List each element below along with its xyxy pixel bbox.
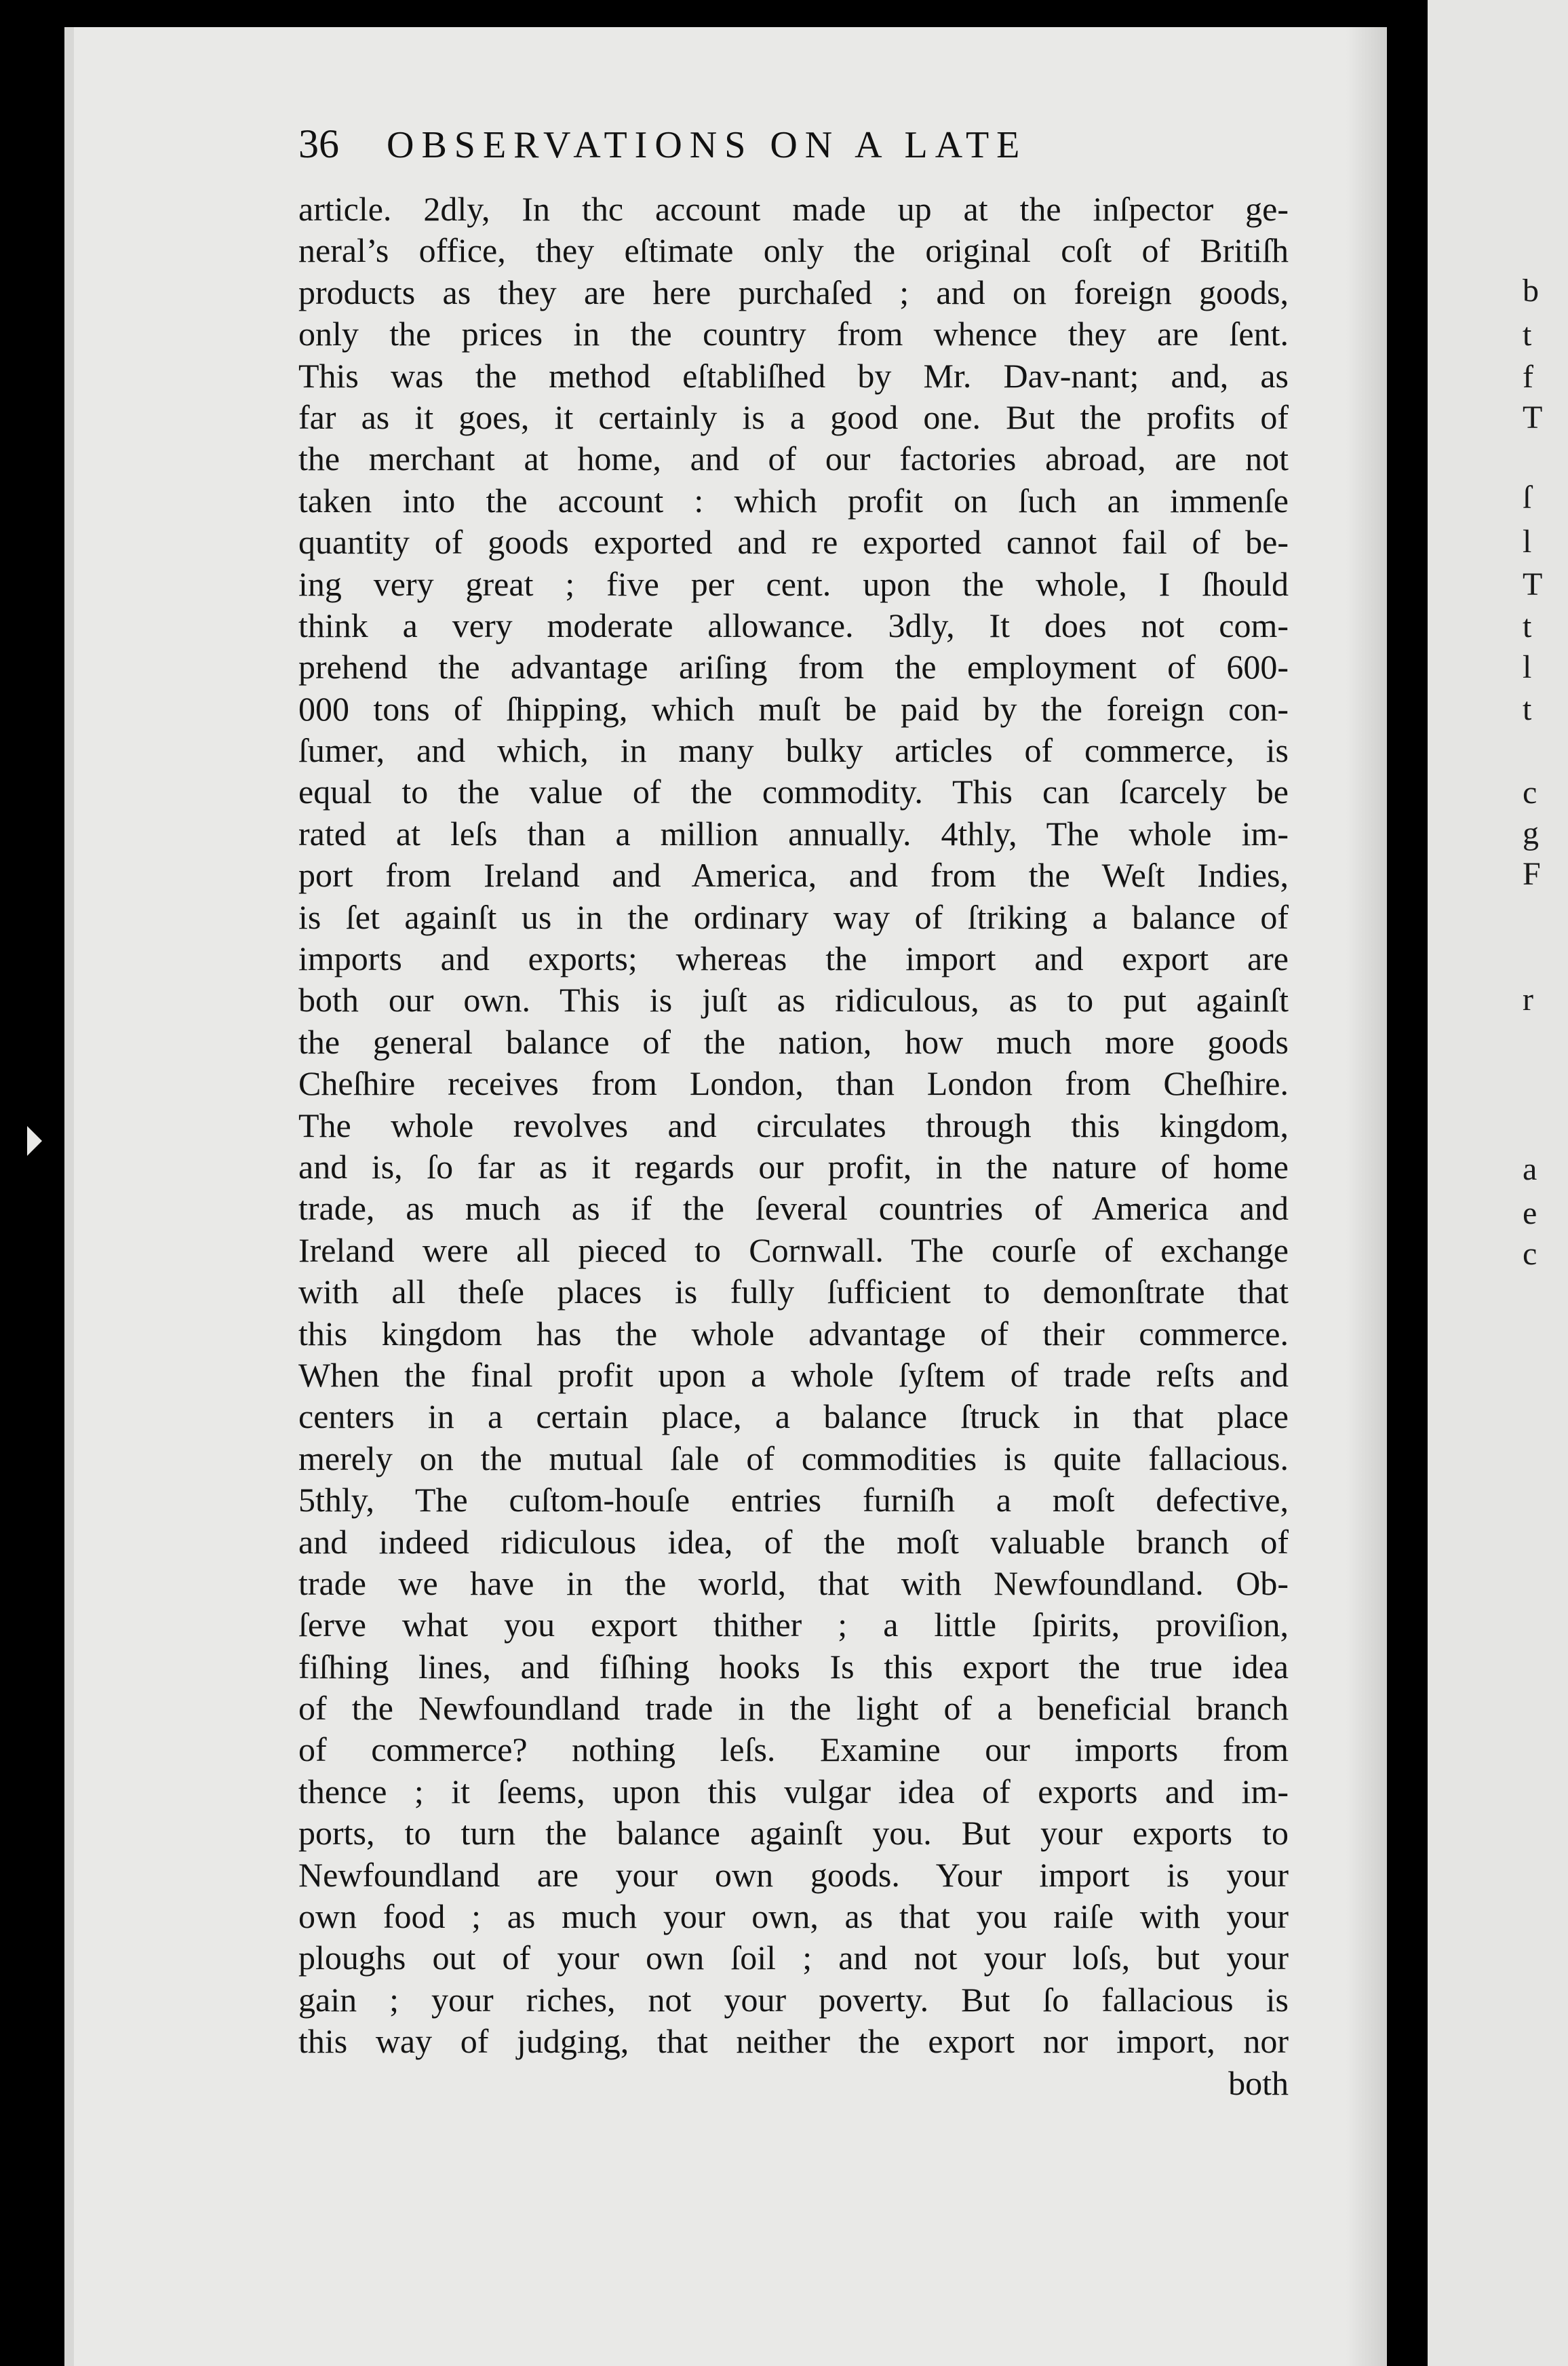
text-line: own food ; as much your own, as that you raiſe with your	[298, 1897, 1289, 1936]
body-text	[298, 189, 1289, 2104]
text-line: fiſhing lines, and fiſhing hooks Is this export the true idea	[298, 1647, 1289, 1686]
text-line: trade, as much as if the ſeveral countries of America and	[298, 1189, 1289, 1228]
text-line: 5thly, The cuſtom-houſe entries furniſh a moſt defective,	[298, 1481, 1289, 1519]
facing-page-letter: c	[1523, 775, 1537, 811]
text-line: ports, to turn the balance againſt you. But your exports to	[298, 1814, 1289, 1853]
text-line: with all theſe places is fully ſufficient to demonſtrate that	[298, 1273, 1289, 1311]
text-line: imports and exports; whereas the import and export are	[298, 939, 1289, 978]
text-line: Newfoundland are your own goods. Your import is your	[298, 1855, 1289, 1894]
text-line: and is, ſo far as it regards our profit, in the nature of home	[298, 1147, 1289, 1186]
text-line: products as they are here purchaſed ; and on foreign goods,	[298, 273, 1289, 311]
facing-page-letter: T	[1523, 566, 1543, 602]
text-line: is ſet againſt us in the ordinary way of ſtriking a balance of	[298, 897, 1289, 936]
text-line: article. 2dly, In thc account made up at the inſpector ge-	[298, 190, 1289, 228]
text-line: prehend the advantage ariſing from the employment of 600-	[298, 648, 1289, 686]
text-line: neral’s office, they eſtimate only the original coſt of Britiſh	[298, 231, 1289, 270]
running-header	[298, 121, 1275, 168]
text-line: this kingdom has the whole advantage of their commerce.	[298, 1314, 1289, 1353]
text-line: of the Newfoundland trade in the light of a beneficial branch	[298, 1689, 1289, 1728]
page-gutter-shadow	[1346, 27, 1387, 2366]
facing-page-letter: t	[1523, 608, 1532, 644]
text-line: ing very great ; five per cent. upon the whole, I ſhould	[298, 564, 1289, 603]
text-line: port from Ireland and America, and from the Weſt Indies,	[298, 856, 1289, 895]
running-title: OBSERVATIONS ON A LATE	[387, 124, 1027, 166]
facing-page-letter: r	[1523, 982, 1533, 1017]
text-line: only the prices in the country from whence they are ſent.	[298, 315, 1289, 353]
text-line: both our own. This is juſt as ridiculous, as to put againſt	[298, 981, 1289, 1020]
facing-page-letter: l	[1523, 649, 1532, 685]
facing-page-letter: e	[1523, 1195, 1537, 1231]
facing-page-letter: t	[1523, 691, 1532, 727]
text-line: gain ; your riches, not your poverty. But ſo fallacious is	[298, 1980, 1289, 2019]
text-line: of commerce? nothing leſs. Examine our imports from	[298, 1730, 1289, 1769]
text-line: thence ; it ſeems, upon this vulgar idea of exports and im-	[298, 1772, 1289, 1810]
facing-page-letter: g	[1523, 815, 1539, 851]
text-line: Ireland were all pieced to Cornwall. The courſe of exchange	[298, 1230, 1289, 1269]
text-line: centers in a certain place, a balance ſtruck in that place	[298, 1397, 1289, 1436]
text-line: The whole revolves and circulates through this kingdom,	[298, 1106, 1289, 1144]
text-line: 000 tons of ſhipping, which muſt be paid by the foreign con-	[298, 689, 1289, 728]
facing-page-letter: f	[1523, 359, 1533, 395]
text-line: this way of judging, that neither the export nor import, nor	[298, 2022, 1289, 2061]
page-number: 36	[298, 121, 339, 166]
page-edge-tab-icon	[27, 1126, 42, 1156]
text-line: ploughs out of your own ſoil ; and not your loſs, but your	[298, 1939, 1289, 1977]
facing-page-letter: ſ	[1523, 480, 1532, 516]
text-line: When the final profit upon a whole ſyſtem of trade reſts and	[298, 1355, 1289, 1394]
text-line: and indeed ridiculous idea, of the moſt valuable branch of	[298, 1522, 1289, 1561]
text-line: the general balance of the nation, how much more goods	[298, 1022, 1289, 1061]
text-line: trade we have in the world, that with Newfoundland. Ob-	[298, 1564, 1289, 1602]
text-line: far as it goes, it certainly is a good one. But the profits of	[298, 397, 1289, 436]
text-line: This was the method eſtabliſhed by Mr. Dav-nant; and, as	[298, 356, 1289, 395]
facing-page-letter: T	[1523, 400, 1543, 435]
text-line: Cheſhire receives from London, than London from Cheſhire.	[298, 1064, 1289, 1103]
text-line: the merchant at home, and of our factories abroad, are not	[298, 440, 1289, 478]
facing-page-letter: F	[1523, 856, 1541, 892]
facing-page-letter: t	[1523, 317, 1532, 353]
facing-page-letter: c	[1523, 1236, 1537, 1272]
text-line: think a very moderate allowance. 3dly, It does not com-	[298, 606, 1289, 644]
text-line: ſumer, and which, in many bulky articles of commerce, is	[298, 731, 1289, 770]
text-line: taken into the account : which profit on ſuch an immenſe	[298, 481, 1289, 520]
text-line: rated at leſs than a million annually. 4thly, The whole im-	[298, 814, 1289, 853]
catchword: both	[1228, 2063, 1289, 2102]
text-line: equal to the value of the commodity. This can ſcarcely be	[298, 773, 1289, 811]
facing-page-letter: l	[1523, 524, 1532, 560]
text-line: merely on the mutual ſale of commodities is quite fallacious.	[298, 1439, 1289, 1477]
facing-page-letter: b	[1523, 273, 1539, 309]
text-line: quantity of goods exported and re exported cannot fail of be-	[298, 523, 1289, 562]
facing-page-letter: a	[1523, 1151, 1537, 1187]
facing-page-strip	[1428, 0, 1568, 2366]
text-line: ſerve what you export thither ; a little ſpirits, proviſion,	[298, 1606, 1289, 1644]
